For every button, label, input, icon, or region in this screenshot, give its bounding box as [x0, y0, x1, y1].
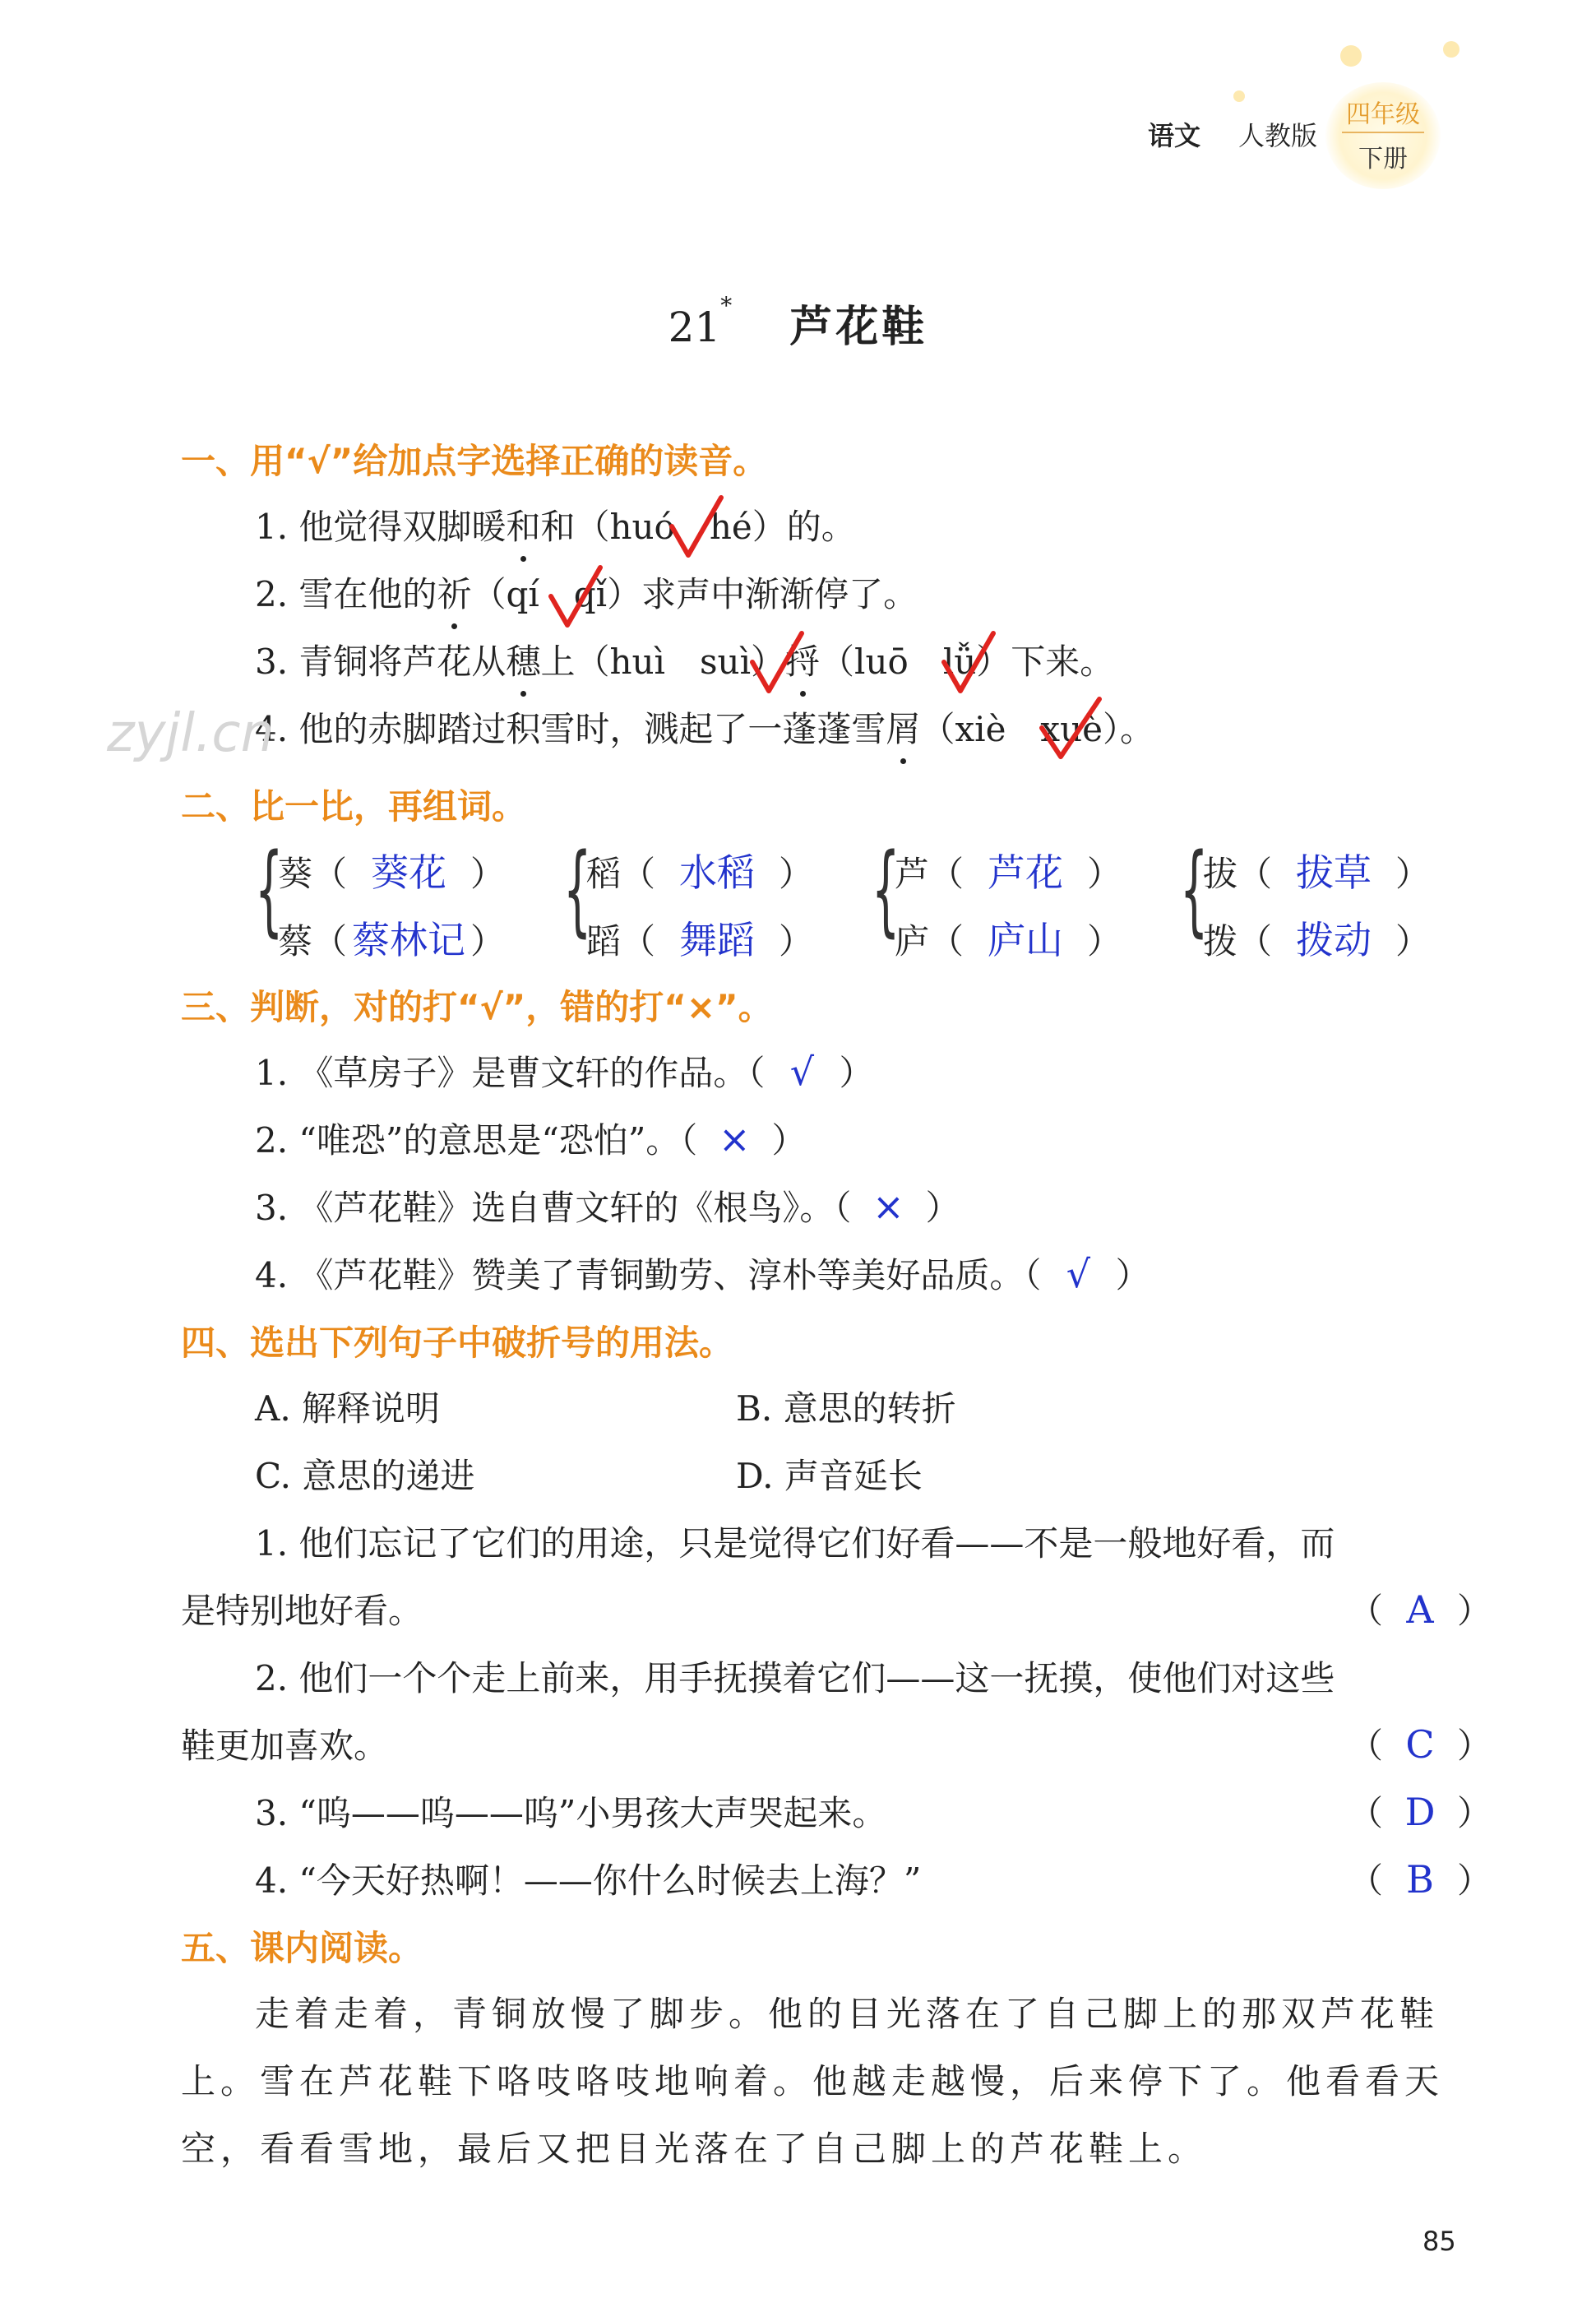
judge-item-4: [255, 1249, 1150, 1298]
item-text: （luō lǚ）下来。: [820, 642, 1115, 682]
option-b: B. 意思的转折: [736, 1388, 956, 1429]
paren: （: [1349, 1793, 1384, 1833]
paren: （: [621, 854, 656, 894]
word-answer: 芦花: [988, 850, 1064, 895]
item-text: 4. 《芦花鞋》赞美了青铜勤劳、淳朴等美好品质。（: [255, 1255, 1042, 1295]
lesson-name: 芦花鞋: [789, 303, 928, 352]
word-answer: 庐山: [988, 918, 1064, 962]
sparkle-icon: [1340, 45, 1362, 67]
paren: ）: [1115, 1255, 1150, 1295]
choice-answer: C: [1405, 1722, 1435, 1767]
paren: （: [1349, 1860, 1384, 1901]
paren: ）: [839, 1053, 874, 1093]
paren: （: [1349, 1591, 1384, 1631]
compare-char: 稻: [586, 854, 622, 894]
compare-row: [1203, 910, 1430, 965]
paren: ）: [1087, 854, 1122, 894]
edition-label: 人教版: [1238, 120, 1318, 151]
item-text: （xiè xuè）。: [920, 709, 1155, 749]
choice-answer: B: [1406, 1857, 1434, 1902]
paren: ）: [1395, 854, 1431, 894]
compare-row: [586, 843, 813, 897]
compare-row: [278, 910, 505, 965]
grade-badge: [1325, 82, 1441, 189]
option-a: A. 解释说明: [255, 1388, 441, 1429]
section-3-heading: 三、判断，对的打“√”，错的打“×”。: [181, 987, 773, 1027]
word-answer: 葵花: [371, 850, 447, 895]
lesson-title: [0, 292, 1596, 354]
check-mark-icon: [940, 629, 997, 699]
paren: （: [1237, 854, 1273, 894]
option-d: D. 声音延长: [736, 1456, 923, 1496]
dotted-char: 和: [506, 507, 541, 547]
watermark: zyjl.cn: [107, 703, 275, 764]
dotted-char: 捋: [785, 642, 821, 682]
judge-answer: ×: [719, 1117, 751, 1161]
dash-item-3: 3. “呜——呜——呜”小男孩大声哭起来。: [255, 1793, 887, 1833]
paren: ）: [771, 1120, 807, 1161]
compare-row: [895, 910, 1122, 965]
section-1-heading: 一、用“√”给加点字选择正确的读音。: [181, 441, 768, 481]
item-text: 1. 他觉得双脚暖: [255, 507, 507, 547]
check-mark-icon: [748, 629, 806, 699]
word-answer: 舞蹈: [679, 918, 756, 962]
volume-label: 下册: [1342, 132, 1424, 174]
word-answer: 拨动: [1296, 918, 1372, 962]
dash-item-1-line2: 是特别地好看。: [181, 1591, 423, 1631]
dash-item-2-line2: 鞋更加喜欢。: [181, 1726, 389, 1766]
dotted-char: 屑: [886, 709, 921, 749]
dash-item-2-line1: 2. 他们一个个走上前来，用手抚摸着它们——这一抚摸，使他们对这些: [255, 1658, 1335, 1698]
paren: ）: [470, 921, 506, 961]
word-answer: 拔草: [1296, 850, 1372, 895]
paren: ）: [1457, 1860, 1492, 1901]
item-text: 4. 他的赤脚踏过积雪时，溅起了一蓬蓬雪: [255, 709, 886, 749]
compare-char: 葵: [278, 854, 313, 894]
paren: ）: [925, 1188, 960, 1228]
paren: ）: [1395, 921, 1431, 961]
compare-char: 拨: [1203, 921, 1238, 961]
word-answer: 水稻: [679, 850, 756, 895]
paren: ）: [470, 854, 506, 894]
pinyin-item-4: [255, 702, 1154, 752]
subject-label: 语文: [1148, 120, 1201, 151]
judge-item-2: [255, 1114, 806, 1163]
section-2-heading: 二、比一比，再组词。: [181, 786, 527, 827]
compare-row: [895, 843, 1122, 897]
judge-item-1: [255, 1046, 873, 1096]
check-mark-icon: [547, 563, 604, 633]
choice-answer: A: [1406, 1587, 1434, 1632]
item-text: 3. 《芦花鞋》选自曹文轩的《根鸟》。（: [255, 1188, 852, 1228]
item-text: 1. 《草房子》是曹文轩的作品。（: [255, 1053, 766, 1093]
sparkle-icon: [1233, 90, 1245, 102]
paren: ）: [779, 921, 814, 961]
check-mark-icon: [1038, 695, 1103, 765]
brace-icon: {: [255, 833, 284, 947]
paren: ）: [1457, 1591, 1492, 1631]
dotted-char: 祈: [437, 574, 472, 614]
compare-char: 蔡: [278, 921, 313, 961]
dash-answer-1: [1349, 1584, 1492, 1633]
sparkle-icon: [1443, 41, 1460, 58]
paren: （: [929, 921, 965, 961]
judge-answer: √: [1066, 1252, 1091, 1296]
compare-char: 拔: [1203, 854, 1238, 894]
paren: ）: [779, 854, 814, 894]
item-text: 2. “唯恐”的意思是“恐怕”。（: [255, 1120, 698, 1161]
compare-row: [1203, 843, 1430, 897]
dash-answer-3: [1349, 1786, 1492, 1836]
compare-char: 庐: [895, 921, 930, 961]
paren: （: [312, 921, 348, 961]
choice-answer: D: [1404, 1790, 1436, 1834]
brace-icon: {: [872, 833, 900, 947]
compare-row: [278, 843, 505, 897]
dash-answer-4: [1349, 1854, 1492, 1903]
paren: ）: [1087, 921, 1122, 961]
judge-item-3: [255, 1181, 960, 1230]
lesson-number: 21: [668, 303, 721, 351]
brace-icon: {: [563, 833, 592, 947]
section-4-heading: 四、选出下列句子中破折号的用法。: [181, 1323, 734, 1363]
paren: （: [621, 921, 656, 961]
pinyin-item-1: [255, 500, 856, 549]
item-text: 上（huì suì）: [540, 642, 786, 682]
paren: （: [312, 854, 348, 894]
judge-answer: ×: [872, 1184, 904, 1229]
paren: （: [1349, 1726, 1384, 1766]
dash-item-1-line1: 1. 他们忘记了它们的用途，只是觉得它们好看——不是一般地好看，而: [255, 1523, 1335, 1564]
dash-item-4: 4. “今天好热啊！——你什么时候去上海？”: [255, 1860, 922, 1901]
item-text: 2. 雪在他的: [255, 574, 437, 614]
check-mark-icon: [668, 493, 725, 563]
dash-answer-2: [1349, 1719, 1492, 1768]
item-text: 和（huó hé）的。: [540, 507, 856, 547]
brace-icon: {: [1180, 833, 1209, 947]
item-text: （qí qǐ）求声中渐渐停了。: [471, 574, 918, 614]
section-5-heading: 五、课内阅读。: [181, 1928, 423, 1968]
paren: ）: [1457, 1793, 1492, 1833]
reading-passage: 走着走着，青铜放慢了脚步。他的目光落在了自己脚上的那双芦花鞋上。雪在芦花鞋下咯吱咯吱地响着。他越走越慢，后来停下了。他看看天空，看看雪地，最后又把目光落在了自己脚上的芦花鞋上。: [181, 1994, 1445, 2169]
paren: ）: [1457, 1726, 1492, 1766]
option-c: C. 意思的递进: [255, 1456, 475, 1496]
compare-row: [586, 910, 813, 965]
word-answer: 蔡林记: [352, 918, 466, 962]
paren: （: [929, 854, 965, 894]
paren: （: [1237, 921, 1273, 961]
optional-lesson-mark: *: [720, 292, 733, 319]
item-text: 3. 青铜将芦花从: [255, 642, 507, 682]
grade-label: 四年级: [1346, 100, 1420, 129]
compare-char: 芦: [895, 854, 930, 894]
judge-answer: √: [789, 1049, 815, 1094]
dotted-char: 穗: [506, 642, 541, 682]
page-number: 85: [1423, 2226, 1456, 2257]
compare-char: 蹈: [586, 921, 622, 961]
